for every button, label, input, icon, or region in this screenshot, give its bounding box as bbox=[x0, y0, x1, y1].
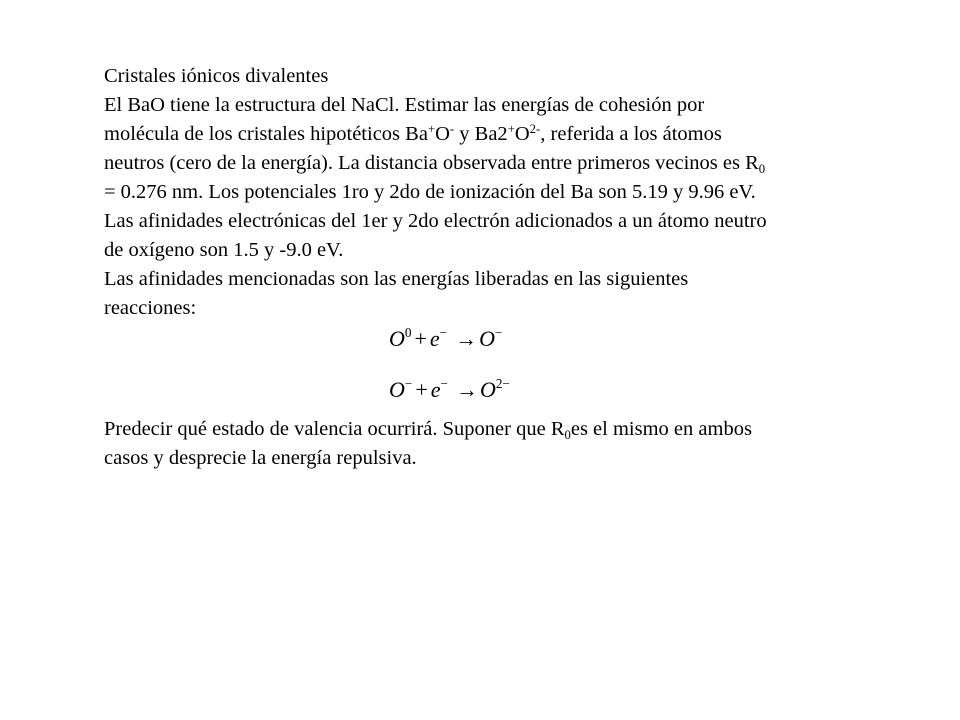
paragraph-3-line-1 bbox=[104, 415, 752, 444]
text-run: molécula de los cristales hipotéticos Ba bbox=[104, 123, 428, 145]
reaction-arrow: → bbox=[455, 377, 478, 402]
paragraph-1-line-6: de oxígeno son 1.5 y -9.0 eV. bbox=[104, 239, 344, 261]
plus-sign: + bbox=[414, 326, 427, 351]
superscript: 2- bbox=[529, 122, 541, 137]
paragraph-2-line-1: Las afinidades mencionadas son las energías liberadas en las siguientes bbox=[104, 268, 689, 290]
subscript: 0 bbox=[564, 427, 571, 442]
paragraph-1-line-4: = 0.276 nm. Los potenciales 1ro y 2do de ionización del Ba son 5.19 y 9.96 eV. bbox=[104, 181, 756, 203]
charge-superscript: 2− bbox=[495, 375, 510, 391]
charge-superscript: − bbox=[404, 375, 413, 391]
paragraph-1-line-1: El BaO tiene la estructura del NaCl. Estimar las energías de cohesión por bbox=[104, 94, 705, 116]
paragraph-3-line-2: casos y desprecie la energía repulsiva. bbox=[104, 447, 417, 469]
text-run: es el mismo en ambos bbox=[570, 418, 752, 440]
text-run: neutros (cero de la energía). La distancia observada entre primeros vecinos es R bbox=[104, 152, 759, 174]
charge-superscript: − bbox=[439, 324, 448, 340]
text-run: Predecir qué estado de valencia ocurrirá. Suponer que R bbox=[104, 418, 565, 440]
superscript: + bbox=[507, 122, 515, 137]
paragraph-1-line-2 bbox=[104, 120, 722, 149]
subscript: 0 bbox=[758, 161, 766, 176]
text-run: O bbox=[514, 123, 530, 145]
superscript: - bbox=[449, 122, 455, 137]
superscript: + bbox=[427, 122, 436, 137]
charge-superscript: − bbox=[440, 375, 448, 391]
electron-symbol: e bbox=[430, 377, 441, 402]
paragraph-1-line-5: Las afinidades electrónicas del 1er y 2do electrón adicionados a un átomo neutro bbox=[104, 210, 767, 232]
paragraph-2-line-2: reacciones: bbox=[104, 297, 197, 319]
equation-1 bbox=[389, 326, 502, 352]
text-run: y Ba2 bbox=[454, 123, 508, 145]
oxygen-symbol: O bbox=[389, 377, 405, 402]
oxygen-symbol: O bbox=[389, 326, 405, 351]
text-run: O bbox=[435, 123, 450, 145]
electron-symbol: e bbox=[429, 326, 440, 351]
paragraph-1-line-3 bbox=[104, 149, 765, 178]
plus-sign: + bbox=[415, 377, 428, 402]
text-run: , referida a los átomos bbox=[540, 123, 722, 145]
oxygen-symbol: O bbox=[479, 326, 495, 351]
charge-superscript: 0 bbox=[404, 324, 412, 340]
oxygen-symbol: O bbox=[479, 377, 496, 402]
reaction-arrow: → bbox=[455, 326, 478, 351]
document-title: Cristales iónicos divalentes bbox=[104, 65, 329, 87]
equation-2 bbox=[389, 377, 510, 403]
charge-superscript: − bbox=[495, 324, 503, 340]
